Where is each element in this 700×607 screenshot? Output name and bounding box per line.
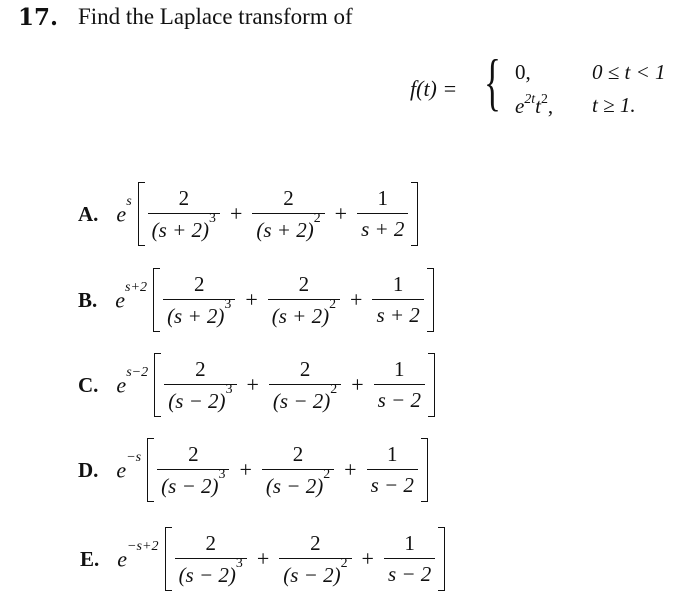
denominator-text: (s − 2): [178, 562, 236, 587]
denominator-text: (s − 2): [168, 388, 226, 413]
prefactor-base: e: [116, 201, 127, 227]
plus-sign: +: [246, 372, 259, 397]
fraction-term: [252, 186, 324, 243]
case2-base: e: [515, 94, 525, 118]
fraction-numerator: 2: [188, 441, 199, 466]
fraction-numerator: 2: [178, 185, 190, 210]
fraction-term: [384, 531, 435, 587]
fraction-denominator: [372, 299, 423, 328]
option-letter: C.: [78, 372, 99, 397]
case2-condition: t ≥ 1.: [592, 93, 636, 117]
fraction-denominator: [357, 213, 408, 242]
fraction-term: [157, 442, 229, 499]
case1-condition: 0 ≤ t < 1: [592, 60, 666, 84]
square-bracket-group: [165, 527, 446, 591]
fraction-numerator: 2: [193, 271, 205, 296]
problem-stem: Find the Laplace transform of: [78, 4, 353, 29]
fraction-term: [372, 272, 423, 328]
plus-sign: +: [350, 287, 363, 312]
fraction-numerator: 1: [404, 531, 415, 555]
prefactor-exponent: s: [126, 193, 132, 210]
denominator-text: (s + 2): [151, 217, 210, 242]
plus-sign: +: [239, 457, 252, 482]
plus-sign: +: [256, 546, 270, 571]
exponential-prefactor: [116, 193, 132, 227]
fraction-denominator: [148, 210, 220, 243]
fraction-denominator: [157, 466, 229, 499]
fraction-term: [357, 186, 408, 242]
option-d[interactable]: [78, 432, 428, 508]
denominator-power: 3: [224, 296, 232, 312]
prefactor-base: e: [117, 546, 128, 572]
problem-number: 17.: [18, 4, 59, 31]
denominator-text: s − 2: [387, 562, 432, 586]
fraction-denominator: [268, 296, 340, 329]
prefactor-exponent: −s: [126, 449, 142, 466]
case2-var: t: [535, 94, 541, 118]
fraction-term: [268, 272, 340, 329]
fraction-denominator: [163, 296, 235, 329]
denominator-text: (s − 2): [272, 388, 331, 413]
fraction-term: [279, 531, 351, 588]
prefactor-exponent: s−2: [126, 364, 149, 381]
fraction-term: [367, 442, 418, 498]
exponential-prefactor: [115, 279, 148, 313]
fraction-numerator: 1: [377, 186, 388, 210]
option-letter: E.: [80, 546, 100, 571]
fraction-numerator: 1: [387, 442, 398, 466]
denominator-text: (s − 2): [283, 562, 341, 587]
plus-sign: +: [334, 201, 348, 226]
exponential-prefactor: [117, 538, 159, 572]
fraction-numerator: 2: [205, 530, 216, 555]
denominator-power: 2: [313, 210, 321, 226]
fraction-numerator: 2: [195, 356, 206, 381]
case2-comma: ,: [547, 94, 554, 118]
fraction-term: [269, 357, 341, 414]
exponential-prefactor: [116, 449, 142, 483]
square-bracket-group: [154, 353, 435, 417]
prefactor-exponent: −s+2: [127, 538, 159, 555]
case2-exp: 2t: [524, 90, 536, 106]
denominator-text: s + 2: [376, 303, 420, 327]
fraction-numerator: 2: [292, 441, 304, 466]
denominator-text: s − 2: [370, 473, 414, 497]
plus-sign: +: [361, 546, 374, 571]
square-bracket-group: [153, 268, 434, 332]
case1-value: 0,: [515, 60, 531, 84]
fraction-term: [175, 531, 247, 588]
option-letter: B.: [78, 287, 98, 312]
fraction-term: [164, 357, 236, 414]
denominator-power: 3: [225, 381, 233, 397]
fraction-denominator: [279, 555, 351, 588]
fraction-numerator: 1: [392, 272, 404, 296]
fraction-denominator: [367, 469, 418, 498]
denominator-power: 3: [209, 210, 216, 226]
fraction-numerator: 2: [283, 185, 294, 210]
denominator-power: 3: [218, 466, 226, 482]
fraction-numerator: 2: [298, 271, 310, 296]
fraction-term: [148, 186, 220, 243]
exponential-prefactor: [116, 364, 149, 398]
function-lhs: f(t) =: [410, 76, 458, 101]
prefactor-exponent: s+2: [125, 279, 148, 296]
denominator-text: (s + 2): [271, 303, 330, 328]
fraction-term: [163, 272, 235, 329]
plus-sign: +: [344, 457, 357, 482]
square-bracket-group: [138, 182, 419, 246]
denominator-text: s + 2: [361, 217, 405, 241]
plus-sign: +: [245, 287, 258, 312]
fraction-numerator: 2: [299, 356, 311, 381]
fraction-numerator: 1: [394, 357, 405, 381]
fraction-numerator: 2: [310, 530, 321, 555]
option-b[interactable]: [78, 262, 434, 338]
denominator-power: 2: [323, 466, 331, 482]
option-letter: D.: [78, 457, 99, 482]
plus-sign: +: [351, 372, 364, 397]
denominator-text: s − 2: [377, 388, 421, 412]
prefactor-base: e: [116, 457, 127, 483]
fraction-denominator: [252, 210, 324, 243]
option-letter: A.: [78, 201, 99, 226]
fraction-term: [262, 442, 334, 499]
left-brace: {: [484, 46, 501, 117]
denominator-text: (s − 2): [265, 473, 324, 498]
denominator-text: (s + 2): [167, 303, 225, 328]
denominator-power: 3: [235, 555, 243, 571]
fraction-denominator: [175, 555, 247, 588]
option-a[interactable]: [78, 176, 418, 252]
fraction-denominator: [164, 381, 236, 414]
denominator-power: 2: [330, 381, 338, 397]
denominator-power: 2: [340, 555, 348, 571]
denominator-power: 2: [329, 296, 337, 312]
denominator-text: (s − 2): [161, 473, 219, 498]
denominator-text: (s + 2): [256, 217, 314, 242]
case2-value: [515, 90, 554, 119]
case2-pow: 2: [540, 90, 548, 106]
option-e[interactable]: [80, 521, 445, 597]
fraction-denominator: [262, 466, 334, 499]
fraction-term: [374, 357, 425, 413]
prefactor-base: e: [115, 287, 126, 313]
prefactor-base: e: [116, 372, 127, 398]
square-bracket-group: [147, 438, 428, 502]
fraction-denominator: [384, 558, 435, 587]
fraction-denominator: [269, 381, 341, 414]
plus-sign: +: [229, 201, 243, 226]
fraction-denominator: [374, 384, 425, 413]
option-c[interactable]: [78, 347, 435, 423]
